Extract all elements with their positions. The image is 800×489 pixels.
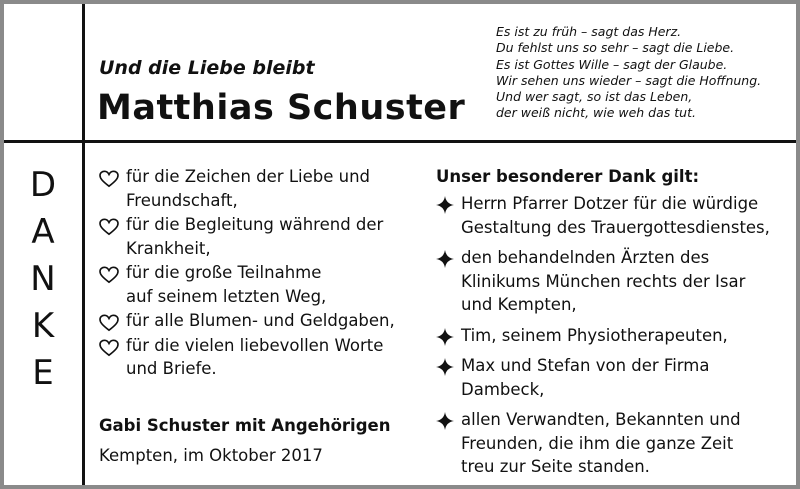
special-thanks-line: Dambeck,	[461, 379, 545, 399]
poem-line: der weiß nicht, wie weh das tut.	[496, 105, 696, 121]
danke-letter: A	[31, 212, 55, 252]
four-point-star-icon	[436, 358, 454, 376]
thanks-item	[98, 213, 408, 260]
subtitle: Und die Liebe bleibt	[99, 57, 315, 79]
poem-line: Du fehlst uns so sehr – sagt die Liebe.	[496, 40, 735, 56]
heart-icon	[98, 339, 120, 357]
special-thanks-line: Tim, seinem Physiotherapeuten,	[461, 325, 728, 345]
horizontal-divider	[4, 140, 796, 143]
signer: Gabi Schuster mit Angehörigen	[99, 416, 391, 435]
special-thanks-item	[436, 408, 791, 479]
thanks-line: Freundschaft,	[126, 190, 238, 210]
vertical-divider	[82, 4, 85, 485]
poem-line: Es ist Gottes Wille – sagt der Glaube.	[496, 56, 728, 72]
special-thanks-item	[436, 324, 791, 348]
special-thanks-item	[436, 192, 791, 239]
danke-letter: D	[29, 165, 57, 205]
thanks-list	[98, 165, 408, 382]
special-thanks-line: den behandelnden Ärzten des	[461, 248, 710, 267]
danke-vertical-word	[4, 162, 82, 397]
thanks-item	[98, 261, 408, 308]
poem-line: Wir sehen uns wieder – sagt die Hoffnung.	[496, 72, 762, 88]
thanks-line: und Briefe.	[126, 359, 217, 378]
poem-line: Und wer sagt, so ist das Leben,	[496, 89, 693, 105]
obituary-card	[4, 4, 796, 485]
special-thanks-item	[436, 246, 791, 317]
special-thanks	[436, 165, 791, 486]
special-thanks-line: Klinikums München rechts der Isar	[461, 271, 746, 291]
special-thanks-line: allen Verwandten, Bekannten und	[461, 410, 741, 429]
four-point-star-icon	[436, 328, 454, 346]
danke-letter: N	[30, 259, 56, 299]
thanks-item	[98, 165, 408, 212]
thanks-line: auf seinem letzten Weg,	[126, 286, 327, 306]
four-point-star-icon	[436, 412, 454, 430]
thanks-line: für die vielen liebevollen Worte	[126, 335, 384, 355]
special-thanks-line: Freunden, die ihm die ganze Zeit	[461, 433, 734, 453]
danke-letter: K	[31, 306, 55, 346]
special-thanks-title: Unser besonderer Dank gilt:	[436, 167, 700, 186]
poem	[496, 24, 786, 122]
special-thanks-line: treu zur Seite standen.	[461, 457, 650, 476]
thanks-line: Krankheit,	[126, 238, 211, 258]
heart-icon	[98, 218, 120, 236]
special-thanks-line: Max und Stefan von der Firma	[461, 356, 710, 375]
heart-icon	[98, 170, 120, 188]
heart-icon	[98, 266, 120, 284]
special-thanks-item	[436, 354, 791, 401]
thanks-item	[98, 334, 408, 381]
special-thanks-line: Gestaltung des Trauergottesdienstes,	[461, 217, 770, 237]
poem-line: Es ist zu früh – sagt das Herz.	[496, 24, 682, 39]
four-point-star-icon	[436, 250, 454, 268]
special-thanks-line: und Kempten,	[461, 295, 577, 314]
four-point-star-icon	[436, 196, 454, 214]
place-date: Kempten, im Oktober 2017	[99, 446, 323, 465]
special-thanks-line: Herrn Pfarrer Dotzer für die würdige	[461, 194, 759, 213]
deceased-name: Matthias Schuster	[97, 88, 466, 128]
danke-letter: E	[32, 353, 54, 393]
thanks-line: für die Zeichen der Liebe und	[126, 167, 371, 186]
thanks-line: für die Begleitung während der	[126, 215, 384, 234]
thanks-item	[98, 309, 408, 333]
thanks-line: für die große Teilnahme	[126, 263, 322, 282]
thanks-line: für alle Blumen- und Geldgaben,	[126, 311, 395, 330]
heart-icon	[98, 314, 120, 332]
